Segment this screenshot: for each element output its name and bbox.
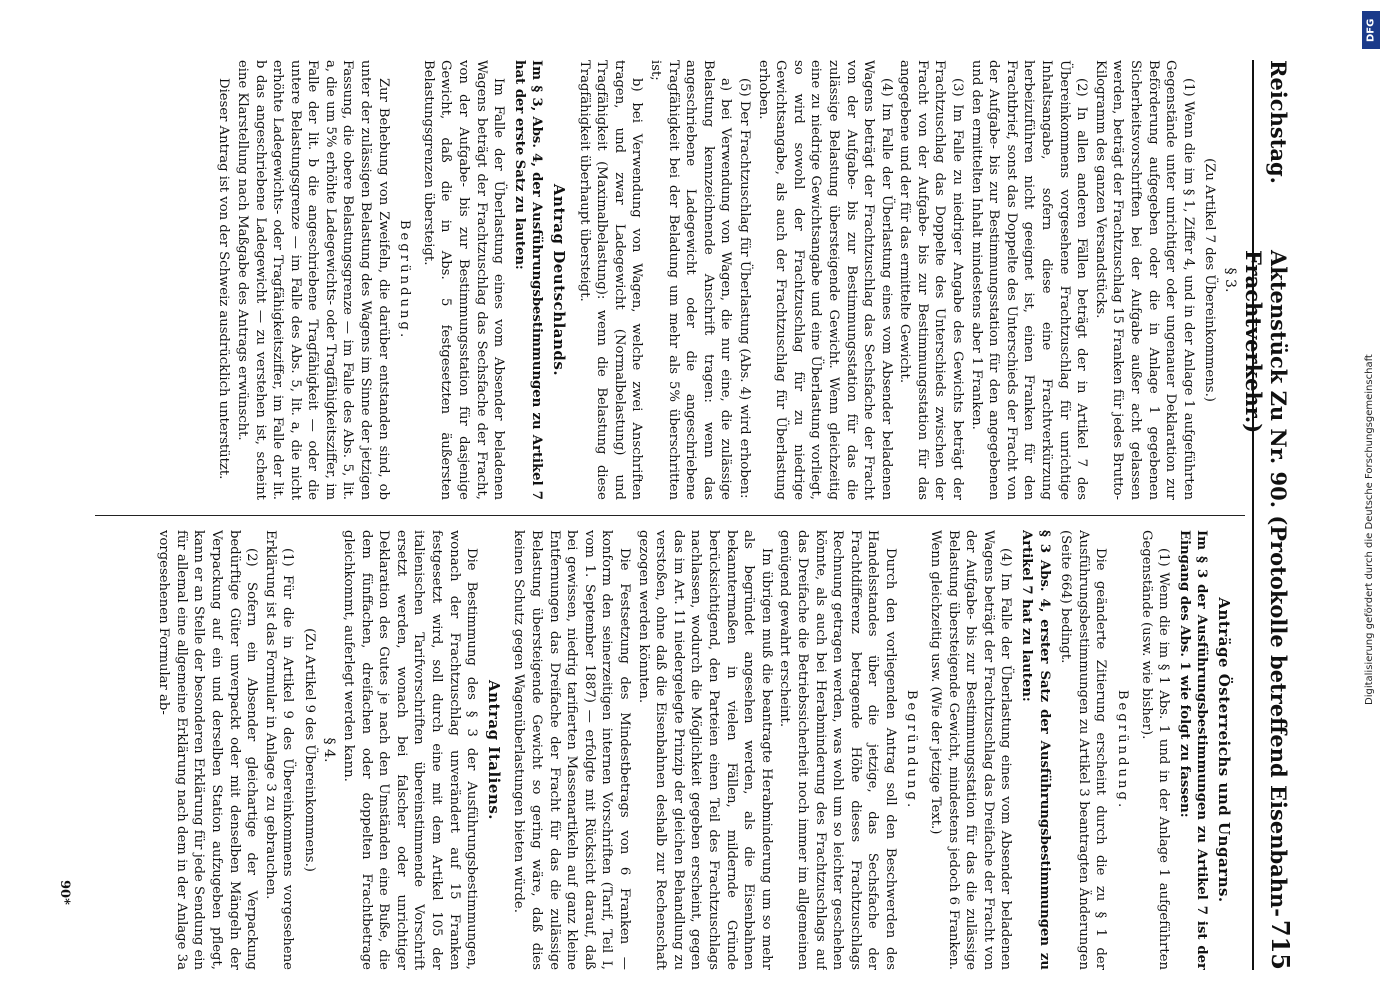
header-left: Reichstag.	[1266, 60, 1291, 184]
paragraph: b) bei Verwendung von Wagen, welche zwei Anschriften tragen, und zwar Ladegewicht (Normalbelastung) und Tragfähigkeit (Maximalbelastung): wenn die Belastung diese Tragfähigkeit überhaupt übersteigt.	[576, 60, 645, 500]
left-column	[90, 60, 1240, 500]
paragraph: (4) Im Falle der Überlastung eines vom Absender beladenen Wagens beträgt der Frachtzuschlag das Sechsfache der Fracht von der Aufgabe- bis zur Bestimmungsstation für das die zulässige Belastung übersteigende Gewicht. Wenn gleichzeitig eine zu niedrige Gewichtsangabe und eine Überlastung vorliegt, so wird sowohl der Frachtzuschlag für zu niedrige Gewichtsangabe, als auch der Frachtzuschlag für Überlastung erhoben.	[755, 60, 894, 500]
signature-mark: 90*	[57, 880, 72, 905]
paragraph: (1) Wenn die im § 1, Ziffer 4, und in der Anlage 1 aufgeführten Gegenstände unter unrichtiger oder ungenauer Deklaration zur Beförderung aufgegeben oder die in Anlage 1 gegebenen Sicherheitsvorschriften bei der Aufgabe außer acht gelassen werden, beträgt der Frachtzuschlag 15 Franken für jedes Brutto-Kilogramm des ganzen Versandstücks.	[1092, 60, 1196, 500]
paragraph: Im Falle der Überlastung eines vom Absender beladenen Wagens beträgt der Frachtzuschlag das Sechsfache der Fracht, von der Aufgabe- bis zur Bestimmungsstation für dasjenige Gewicht, daß die in Abs. 5 festgesetzten äußersten Belastungsgrenzen übersteigt.	[420, 60, 507, 500]
paragraph: (1) Für die in Artikel 9 des Übereinkommens vorgesehene Erklärung ist das Formular in Anlage 3 zu gebrauchen.	[262, 530, 296, 970]
page-header	[1241, 60, 1295, 970]
paragraph: Die geänderte Zitierung erscheint durch die zu § 1 der Ausführungsbestimmungen zu Artikel 3 beantragten Änderungen (Seite 664) bedingt.	[1058, 530, 1109, 970]
header-title: Aktenstück Zu Nr. 90. (Protokolle betreffend Eisenbahn-Frachtverkehr.)	[1241, 250, 1291, 918]
document-page	[40, 0, 1340, 1000]
header-rule	[1252, 60, 1254, 970]
paragraph: (2) Sofern ein Absender gleichartige der Verpackung bedürftige Güter unverpackt oder mit denselben Mängeln der Verpackung auf ein und derselben Station aufzugeben pflegt, kann er an Stelle der besonderen Erklärung für jede Sendung ein für allemal eine allgemeine Erklärung nach dem in der Anlage 3a vorgesehenen Formular ab-	[156, 530, 260, 970]
paragraph: Durch den vorliegenden Antrag soll den Beschwerden des Handelsstandes über die jetzige, das Sechsfache der Frachtdifferenz betragende Höhe dieses Frachtzuschlags Rechnung getragen werden, was wohl um so leichter geschehen könnte, als auch bei Herabminderung des Frachtzuschlags auf das Dreifache die Betriebssicherheit noch immer im allgemeinen genügend gewahrt erscheint.	[777, 530, 898, 970]
section-subtitle: (Zu Artikel 9 des Übereinkommens.)	[301, 628, 317, 872]
begruendung-label: Begründung.	[1115, 689, 1131, 811]
heading: Antrag Italiens.	[484, 680, 503, 820]
subheading: § 3 Abs. 4, erster Satz der Ausführungsbestimmungen zu Artikel 7 hat zu lauten:	[1019, 530, 1052, 970]
begruendung-label: Begründung.	[397, 219, 413, 341]
funding-note: Digitalisierung gefördert durch die Deutsche Forschungsgemeinschaft	[1364, 354, 1375, 705]
subheading: Im § 3 der Ausführungsbestimmungen zu Artikel 7 ist der Eingang des Abs. 1 wie folgt zu fassen:	[1176, 530, 1210, 970]
paragraph: (1) Wenn die im § 1 Abs. 1 und in der Anlage 1 aufgeführten Gegenstände (usw. wie bisher).	[1138, 530, 1172, 970]
column-divider	[95, 515, 1245, 516]
heading: Anträge Österreichs und Ungarns.	[1215, 597, 1233, 903]
paragraph: Die Festsetzung des Mindestbetrags von 6 Franken — konform den seinerzeitigen internen Vorschriften (Tarif, Teil I, vom 1. September 1887) — erfolgte mit Rücksicht darauf, daß bei gewissen, niedrig tarifierten Massenartikeln auf ganz kleine Entfernungen das Dreifache der Fracht für das die zulässige Belastung übersteigende Gewicht so gering wäre, daß dies keinen Schutz gegen Wagenüberlastungen bieten würde.	[511, 530, 632, 970]
paragraph: Im übrigen muß die beantragte Herabminderung um so mehr als begründet angesehen werden, als die Eisenbahnen bekanntermaßen in vielen Fällen, mildernde Gründe berücksichtigend, den Parteien einen Teil des Frachtzuschlags nachlassen, wodurch die Möglichkeit gegeben erscheint, gegen das im Art. 11 niedergelegte Prinzip der gleichen Behandlung zu verstoßen, ohne daß die Eisenbahnen deshalb zur Rechenschaft gezogen werden könnten.	[635, 530, 774, 970]
paragraph: a) bei Verwendung von Wagen, die nur eine, die zulässige Belastung kennzeichnende Anschrift tragen: wenn das angeschriebene Ladegewicht oder die angeschriebene Tragfähigkeit bei der Beladung um mehr als 5% überschritten ist;	[648, 60, 734, 500]
section-title: § 4.	[321, 737, 338, 763]
paragraph: (4) Im Falle der Überlastung eines vom Absender beladenen Wagens beträgt der Frachtzuschlag das Dreifache der Fracht von der Aufgabe- bis zur Bestimmungsstation für das die zulässige Belastung übersteigende Gewicht, mindestens jedoch 6 Franken. Wenn gleichzeitig usw. (Wie der jetzige Text.)	[928, 530, 1014, 970]
paragraph: (5) Der Frachtzuschlag für Überlastung (Abs. 4) wird erhoben:	[736, 78, 752, 499]
section-title: § 3.	[1222, 267, 1238, 293]
section-subtitle: (Zu Artikel 7 des Übereinkommens.)	[1202, 158, 1218, 402]
paragraph: Dieser Antrag ist von der Schweiz ausdrücklich unterstützt.	[216, 78, 232, 480]
side-stamp	[1360, 5, 1382, 995]
paragraph: Die Bestimmung des § 3 der Ausführungsbestimmungen, wonach der Frachtzuschlag unverändert auf 15 Franken festgesetzt wird, soll durch eine mit dem Artikel 105 der italienischen Tarifvorschriften übereinstimmende Vorschrift ersetzt werden, wonach bei falscher oder unrichtiger Deklaration des Gutes je nach den Umständen eine Buße, die dem fünffachen, dreifachen oder doppelten Frachtbetrage gleichkommt, auferlegt werden kann.	[341, 530, 480, 970]
subheading: Im § 3, Abs. 4, der Ausführungsbestimmungen zu Artikel 7 hat der erste Satz zu lauten:	[511, 60, 545, 500]
paragraph: Zur Behebung von Zweifeln, die darüber entstanden sind, ob unter der zulässigen Belastung des Wagens im Sinne der jetzigen Fassung, die obere Belastungsgrenze — im Falle des Abs. 5, lit. a, die um 5% erhöhte Ladegewichts- oder Tragfähigkeitsziffer, im Falle der lit. b die angeschriebene Tragfähigkeit — oder die untere Belastungsgrenze — im Falle des Abs. 5, lit. a, die nicht erhöhte Ladegewichts- oder Tragfähigkeitsziffer, im Falle der lit. b das angeschriebene Ladegewicht — zu verstehen ist, scheint eine Klarstellung nach Maßgabe des Antrags erwünscht.	[234, 60, 391, 500]
dfg-logo-icon: DFG	[1362, 11, 1380, 49]
heading: Antrag Deutschlands.	[550, 183, 569, 377]
begruendung-label: Begründung.	[904, 689, 920, 811]
paragraph: (2) In allen anderen Fällen beträgt der in Artikel 7 des Übereinkommens vorgesehene Frachtzuschlag für unrichtige Inhaltsangabe, sofern diese eine Frachtverkürzung herbeizuführen nicht geeignet ist, einen Franken für den Frachtbrief, sonst das Doppelte des Unterschieds der Fracht von der Aufgabe- bis zur Bestimmungsstation für den angegebenen und den ermittelten Inhalt mindestens aber 1 Franken.	[968, 60, 1090, 500]
paragraph: (3) Im Falle zu niedriger Angabe des Gewichts beträgt der Frachtzuschlag das Doppelte des Unterschieds zwischen der Fracht von der Aufgabe- bis zur Bestimmungsstation für das angegebene und der für das ermittelte Gewicht.	[897, 60, 966, 500]
right-column	[90, 530, 1240, 970]
page-number: 715	[1266, 919, 1295, 970]
